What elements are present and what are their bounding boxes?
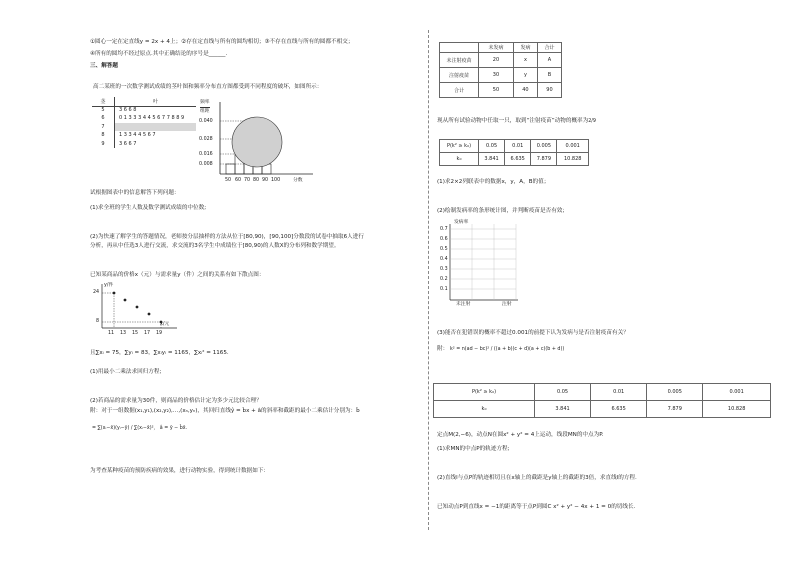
table-cell: 6.635	[505, 153, 531, 166]
table-cell: B	[537, 68, 561, 83]
bar-ytick: 0.3	[440, 267, 448, 272]
stem-cell: 9	[92, 140, 115, 149]
scatter-point	[136, 306, 139, 309]
problem-text: 已知动点P到直线x = −1的距离等于点P到圆C x² + y² − 4x + 1 = 0的切线长.	[437, 504, 636, 510]
leaf-cell-damaged	[115, 123, 197, 132]
problem-text: (1)求2×2列联表中的数据x，y，A，B的值；	[437, 179, 550, 185]
leaf-cell: 0 1 3 3 3 4 4 5 6 7 7 8 8 9	[119, 115, 185, 122]
question-line-1: ①圆心一定在定直线y = 2x + 4上；②存在定直线与所有的圆均相切；③不存在直线与所有的圆都不相交；	[90, 39, 354, 45]
scatter-xtick: 19	[156, 331, 163, 336]
hist-xtick: 60	[235, 178, 242, 183]
histogram-chart	[215, 100, 315, 182]
scatter-ytick: 24	[93, 290, 100, 295]
table-cell: 20	[479, 53, 514, 68]
hist-xtick: 100	[271, 178, 281, 183]
critical-value-table	[439, 139, 589, 166]
problem-text: (1)求全班的学生人数及数学测试成绩的中位数;	[90, 205, 207, 211]
table-cell: 30	[479, 68, 514, 83]
table-cell: 10.828	[703, 401, 771, 418]
question-line-2: ④所有的圆均不经过原点.其中正确结论的序号是______.	[90, 51, 228, 57]
scatter-ylabel: y/件	[104, 283, 114, 288]
bar-ytick: 0.2	[440, 277, 448, 282]
problem-text: 已知某商品的价格x（元）与需求量y（件）之间的关系有如下散点图：	[90, 272, 265, 278]
damage-blot	[232, 117, 282, 167]
table-header-cell: 未发病	[479, 43, 514, 53]
bar-ytick: 0.7	[440, 227, 448, 232]
table-cell: k₀	[440, 153, 479, 166]
stem-cell: 6	[92, 114, 115, 123]
hist-xtick: 80	[253, 178, 260, 183]
leaf-cell: 3 6 6 7	[119, 140, 137, 147]
stem-cell: 5	[92, 106, 115, 115]
table-header-cell	[440, 43, 479, 53]
scatter-xtick: 13	[120, 331, 127, 336]
table-rule	[92, 106, 196, 107]
bar-xtick: 未注射	[456, 302, 471, 307]
table-cell: 50	[479, 83, 514, 98]
table-cell: 7.879	[647, 401, 703, 418]
table-cell: 0.001	[703, 384, 771, 401]
bar-ylabel: 发病率	[454, 220, 469, 225]
bar-ytick: 0.4	[440, 257, 448, 262]
table-cell: P(k² ≥ k₀)	[434, 384, 535, 401]
problem-text: (1)用最小二乘法求回归方程;	[90, 369, 162, 375]
k2-formula: k² = n(ad − bc)² / ((a + b)(c + d)(a + c)(b + d))	[449, 347, 565, 352]
table-cell: 合计	[440, 83, 479, 98]
scatter-point	[113, 292, 116, 295]
scatter-xlabel: x/元	[160, 322, 170, 327]
problem-text: (1)求MN的中点P的轨迹方程;	[437, 446, 510, 452]
table-cell: x	[513, 53, 537, 68]
formula-line: 附： k² = n(ad − bc)² / ((a + b)(c + d)(a + c)(b + d))	[437, 346, 565, 352]
scatter-xtick: 11	[108, 331, 115, 336]
leaf-cell: 1 3 3 4 4 5 6 7	[119, 132, 156, 139]
bar-ytick: 0.6	[440, 237, 448, 242]
leaf-header: 叶	[152, 98, 158, 105]
table-cell: 0.01	[505, 140, 531, 153]
table-header-cell: 发病	[513, 43, 537, 53]
problem-text: (3)能否在犯错误的概率不超过0.001的前提下认为发病与是否注射疫苗有关？	[437, 330, 629, 336]
problem-text: (2)绘制发病率的条形统计图，并判断疫苗是否有效；	[437, 208, 568, 214]
problem-text: 附：对于一组数据(x₁,y₁),(x₂,y₂),…,(xₙ,yₙ)，其回归直线ŷ = b̂x + â的斜率和截距的最小二乘估计分别为：b̂	[90, 408, 360, 414]
hist-ytick: 0.016	[199, 152, 213, 157]
table-cell: 0.005	[531, 140, 557, 153]
hist-xtick: 90	[262, 178, 269, 183]
hist-ylabel-top: 频率	[200, 100, 210, 105]
stem-cell: 7	[92, 123, 115, 132]
hist-ytick: 0.040	[199, 119, 213, 124]
contingency-table	[439, 42, 562, 98]
bar-chart-grid	[440, 220, 520, 308]
table-cell: 0.005	[647, 384, 703, 401]
table-cell: 0.01	[591, 384, 647, 401]
table-cell: 注射疫苗	[440, 68, 479, 83]
problem-text: 试根据图表中的信息解答下列问题：	[90, 190, 180, 196]
table-cell: 0.05	[479, 140, 505, 153]
scatter-xtick: 17	[144, 331, 151, 336]
leaf-cell: 3 6 6 8	[119, 106, 137, 113]
hist-xtick: 70	[244, 178, 251, 183]
table-header-cell: 合计	[537, 43, 561, 53]
problem-text: 分析，再从中任选3人进行交流，求交流的3名学生中成绩位于[80,90)的人数X的分布列和数学期望。	[90, 243, 340, 249]
problem-text: 定点M(2,−6)，动点N在圆x² + y² = 4上运动，线段MN的中点为P.	[437, 432, 604, 438]
table-cell: 7.879	[531, 153, 557, 166]
table-cell: 3.841	[535, 401, 591, 418]
probability-fraction: 2/9	[588, 119, 596, 124]
problem-text: 为考查某种疫苗的预防疾病的效果，进行动物实验，得到统计数据如下：	[90, 468, 270, 474]
table-cell: 未注射疫苗	[440, 53, 479, 68]
table-cell: 10.828	[557, 153, 589, 166]
problem-text: 高二某班的一次数学测试成绩的茎叶图和频率分布直方图都受到不同程度的破坏，如图所示：	[93, 84, 323, 90]
table-cell: 6.635	[591, 401, 647, 418]
stem-leaf-table	[92, 97, 196, 148]
table-cell: 3.841	[479, 153, 505, 166]
problem-text: (2)若商品的需求量为30件，则商品的价格估计定为多少元比较合理？	[90, 398, 262, 404]
table-cell: k₀	[434, 401, 535, 418]
critical-value-table-wide	[433, 383, 771, 418]
scatter-point	[124, 299, 127, 302]
table-cell: 0.001	[557, 140, 589, 153]
hist-ytick: 0.008	[199, 162, 213, 167]
bar-xtick: 注射	[502, 302, 512, 307]
table-cell: 90	[537, 83, 561, 98]
table-cell: 40	[513, 83, 537, 98]
sums-text: 且∑xᵢ = 75，∑yᵢ = 83，∑xᵢyᵢ = 1165，∑xᵢ² = 1165.	[90, 350, 229, 356]
hist-xtick: 50	[225, 178, 232, 183]
hist-ylabel-bottom: 组距	[200, 109, 210, 114]
problem-text: (2)直线l与点P的轨迹相切且在x轴上的截距是y轴上的截距的3倍，求直线l的方程.	[437, 475, 637, 481]
table-cell: 0.05	[535, 384, 591, 401]
table-cell: A	[537, 53, 561, 68]
column-divider	[428, 30, 429, 530]
stem-header: 茎	[92, 97, 115, 106]
hist-ytick: 0.028	[199, 137, 213, 142]
answer-blank: ______.	[208, 51, 228, 57]
scatter-point	[148, 313, 151, 316]
table-cell: P(k² ≥ k₀)	[440, 140, 479, 153]
hist-bar	[226, 164, 235, 174]
bar-ytick: 0.5	[440, 247, 448, 252]
problem-text: 现从所有试验动物中任取一只，取到“注射疫苗”动物的概率为2/9	[437, 118, 596, 124]
bar-ytick: 0.1	[440, 287, 448, 292]
table-cell: y	[513, 68, 537, 83]
regression-formula: = ∑(xᵢ−x̄)(yᵢ−ȳ) / ∑(xᵢ−x̄)²， â = ȳ − b̂x̄.	[92, 426, 188, 431]
hist-xlabel: 分数	[293, 178, 303, 183]
section-heading: 三、解答题	[90, 63, 118, 69]
scatter-xtick: 15	[132, 331, 139, 336]
problem-text: (2)为快速了解学生的答题情况，老师按分层抽样的方法从位于[80,90)，[90,100]分数段的试卷中抽取6人进行	[90, 234, 364, 240]
stem-cell: 8	[92, 131, 115, 140]
scatter-ytick: 8	[96, 319, 100, 324]
